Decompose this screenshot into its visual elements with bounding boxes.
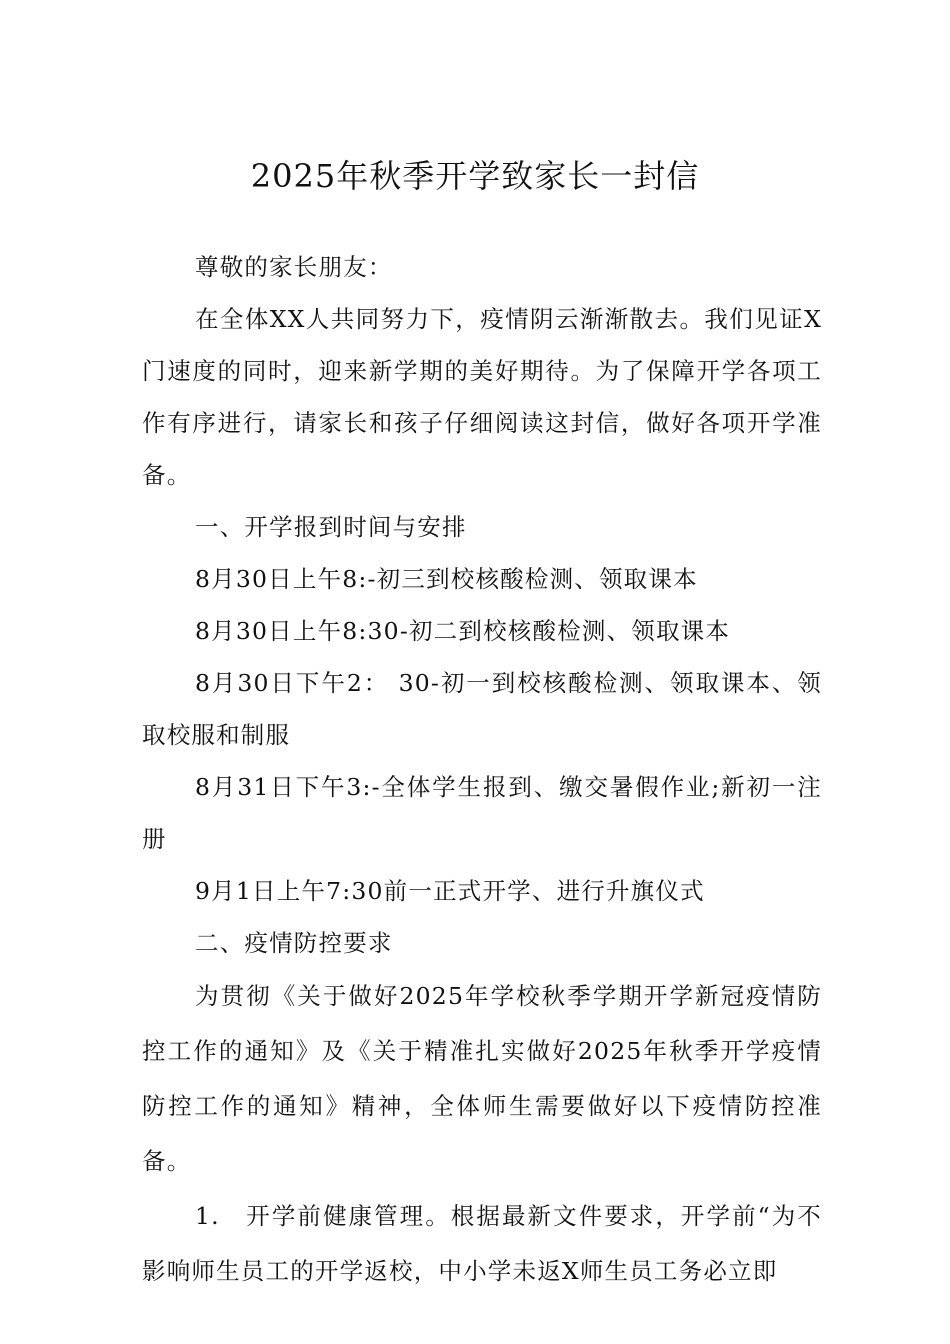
section-heading-schedule: 一、开学报到时间与安排: [195, 513, 467, 541]
schedule-item: 8月31日下午3:-全体学生报到、缴交暑假作业;新初一注册: [142, 773, 822, 853]
intro-paragraph: 在全体XX人共同努力下，疫情阴云渐渐散去。我们见证X门速度的同时，迎来新学期的美好期待。为了保障开学各项工作有序进行，请家长和孩子仔细阅读这封信，做好各项开学准备。: [142, 305, 822, 489]
health-management-paragraph: 1. 开学前健康管理。根据最新文件要求，开学前“为不影响师生员工的开学返校，中小学未返X师生员工务必立即: [142, 1202, 822, 1285]
schedule-item: 8月30日上午8:30-初二到校核酸检测、领取课本: [195, 617, 731, 645]
salutation: 尊敬的家长朋友：: [195, 253, 393, 281]
schedule-item: 8月30日上午8:-初三到校核酸检测、领取课本: [195, 565, 698, 593]
document-title: 2025年秋季开学致家长一封信: [250, 157, 700, 195]
document-body: [142, 241, 822, 1299]
section-heading-epidemic: 二、疫情防控要求: [195, 929, 393, 957]
epidemic-paragraph: 为贯彻《关于做好2025年学校秋季学期开学新冠疫情防控工作的通知》及《关于精准扎实做好2025年秋季开学疫情防控工作的通知》精神，全体师生需要做好以下疫情防控准备。: [142, 982, 822, 1175]
schedule-item: 9月1日上午7:30前一正式开学、进行升旗仪式: [195, 877, 705, 905]
schedule-item: 8月30日下午2： 30-初一到校核酸检测、领取课本、领取校服和制服: [142, 669, 822, 749]
